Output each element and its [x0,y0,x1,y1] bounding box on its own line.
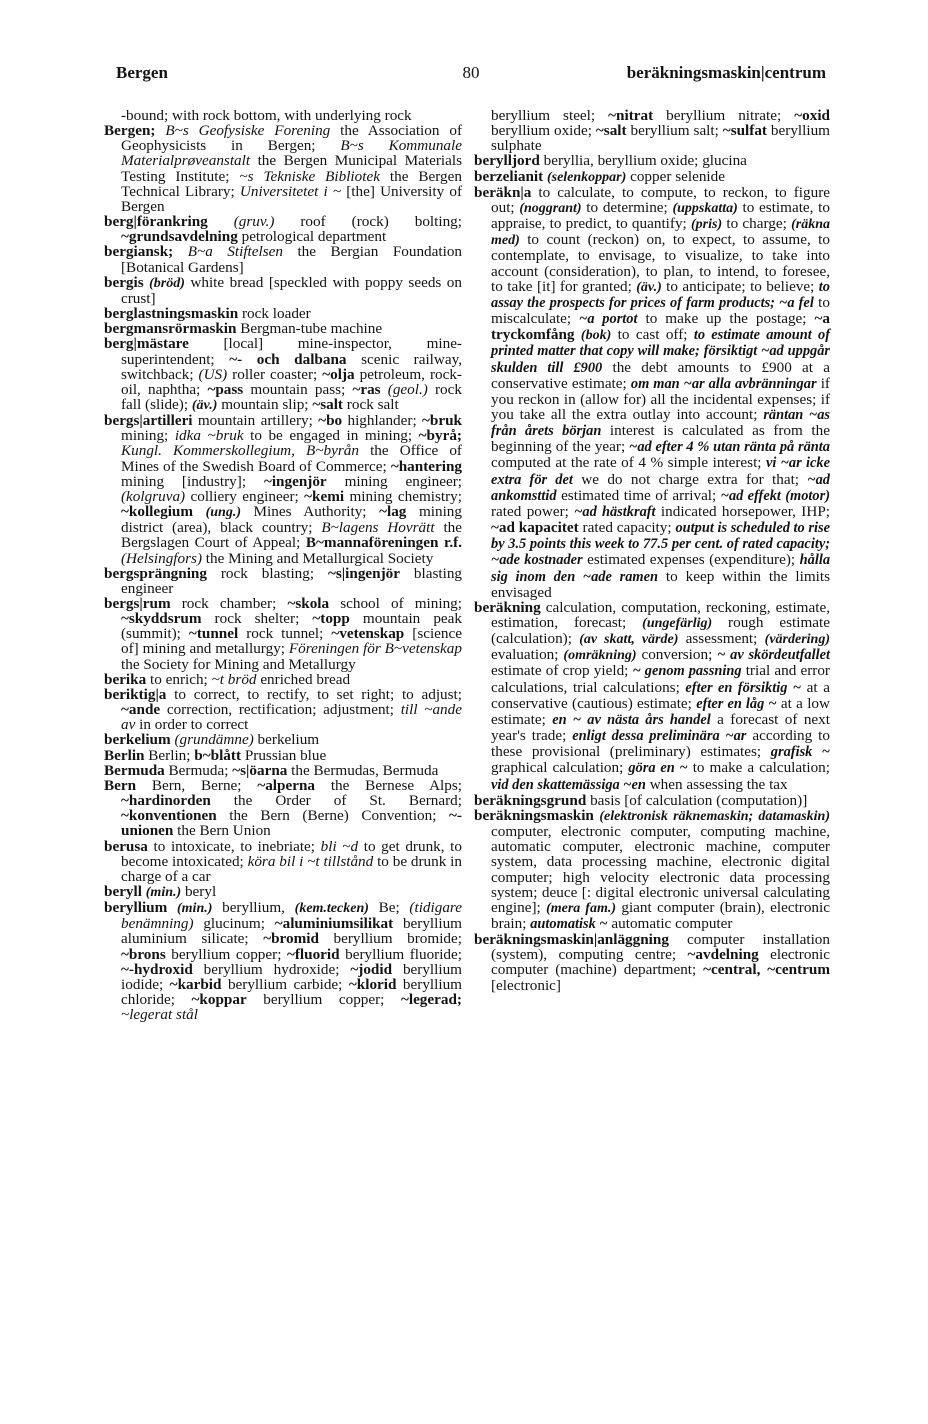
running-head [116,63,826,89]
definition-text: Bern, Berne; [136,776,258,794]
example-phrase: ~legerat stål [121,1006,198,1024]
definition-text: to estimate, to appraise, to predict, to quantify; [491,198,830,233]
example-phrase: (kolgruva) [121,487,186,505]
definition-text: [the] University of Bergen [121,182,462,215]
definition-text: Berlin; [144,746,195,764]
dictionary-entry [104,778,462,839]
headword: ~brons [121,945,166,963]
headword: beräkningsmaskin [474,806,594,824]
example-phrase: efter en försiktig ~ [685,679,802,696]
dictionary-entry [104,884,462,900]
dictionary-entry [104,672,462,687]
definition-text: [electronic] [491,976,561,994]
definition-text: giant computer (brain), electronic brain; [491,898,830,932]
headword: ~topp [312,610,350,628]
definition-text: assessment; [678,630,765,648]
headword: Bern [104,776,137,794]
example-phrase: vid den skattemässiga ~en [491,776,646,793]
definition-text: automatic computer [607,914,733,932]
dictionary-entry [104,336,462,413]
example-phrase: enligt dessa preliminära ~ar [572,728,747,745]
headword: b~blått [194,746,242,764]
definition-text: rough estimate (calculation); [491,614,830,648]
example-phrase: en ~ av nästa års handel [552,711,711,728]
definition-text: to keep within the limits envisaged [491,567,830,601]
definition-text: roller coaster; [227,365,323,383]
definition-text: roof (rock) bolting; [274,213,462,231]
definition-text: to make up the postage; [637,310,815,328]
usage-label: (bok) [580,328,612,344]
definition-text: rock salt [343,395,399,413]
definition-text: estimate of crop yield; [491,662,633,680]
usage-label: (ungefärlig) [642,616,713,631]
definition-text: the Mining and Metallurgical Society [202,549,434,567]
definition-text: at a conservative (cautious) estimate; [491,678,831,712]
dictionary-entry [104,566,462,596]
headword: berg|mästare [104,335,189,353]
example-phrase: ~ad effekt (motor) [720,487,830,504]
definition-text: copper selenide [626,167,725,185]
definition-text: beryllium steel; [491,107,609,124]
definition-text: to determine; [581,198,673,216]
dictionary-entry [104,306,462,321]
definition-text: the Society for Mining and Metallurgy [121,655,356,673]
example-phrase: ~s Tekniske Bibliotek [239,167,380,185]
headword: Bergen; [104,122,156,140]
usage-label: (kem.tecken) [294,901,369,917]
definition-text: to intoxicate, to inebriate; [147,837,321,855]
usage-label: (äv.) [636,279,662,295]
headword: ~nitrat [608,107,654,124]
definition-text: Be; [368,899,410,917]
usage-label: (räkna med) [491,217,830,249]
headword: ~oxid [794,107,830,124]
definition-text: beryl [181,882,217,900]
headword: ~bo [318,412,343,430]
definition-text: beryllium carbide; [221,975,349,993]
definition-text: interest is calculated as from the beginning of the year; [491,422,830,456]
usage-label: (omräkning) [563,648,637,664]
headword: ~kemi [304,487,345,505]
definition-text: beryllium copper; [165,945,287,963]
headword: ~grundsavdelning [121,228,238,246]
example-phrase: ~ genom passning [632,663,742,680]
headword: ~salt [312,395,343,413]
definition-text: petroleum, rock-oil, naphtha; [121,365,462,398]
dictionary-entry [104,900,462,1022]
right-guide-word: beräkningsmaskin|centrum [626,63,826,82]
definition-text: to be engaged in mining; [243,427,419,445]
definition-text: school of mining; [329,595,462,612]
definition-text: white bread [speckled with poppy seeds on crust] [121,273,462,307]
usage-label: (av skatt, värde) [579,632,679,648]
headword: beräkn|a [474,183,532,201]
headword: beryllium [104,899,168,917]
dictionary-entry [474,793,830,808]
definition-text: mining district (area), black country; [121,503,462,537]
right-column [474,108,830,993]
headword: ~bruk [422,412,462,430]
definition-text: Mines Authority; [241,503,380,521]
definition-text: mountain artillery; [192,412,319,430]
usage-label: (ung.) [205,505,241,521]
dictionary-entry [474,108,830,153]
definition-text: trial and error calculations, trial calculations; [491,662,830,696]
definition-text: beryllium hydroxide; [192,960,351,978]
definition-text: rated power; [491,502,575,520]
headword: beryll [104,882,142,900]
example-phrase: ~a portot [579,311,638,328]
definition-text: beryllium, [212,899,295,917]
definition-text: to correct, to rectify, to set right; to adjust; [166,685,462,703]
definition-text: beryllium chloride; [121,975,462,1009]
headword: ~klorid [348,975,397,993]
definition-text: the Bern Union [173,822,271,840]
definition-text: the Bern (Berne) Convention; [216,807,450,825]
definition-text: at a low estimate; [491,694,830,728]
definition-text: beryllium aluminium silicate; [121,915,462,948]
definition-text: beryllium oxide; [491,122,596,140]
definition-text: to charge; [722,215,792,233]
definition-text: scenic railway, switchback; [121,350,463,383]
headword: ~ande [121,701,161,719]
definition-text: according to these provisional (preliminary) estimates; [491,727,830,761]
example-phrase: idka ~bruk [174,427,244,445]
definition-text: rock shelter; [201,610,313,628]
headword: berkelium [104,731,171,749]
example-phrase: räntan ~as från årets början [491,406,830,440]
example-phrase: (Helsingfors) [121,549,202,567]
definition-text: to calculate, to compute, to reckon, to figure out; [491,183,830,216]
definition-text: beryllium bromide; [318,930,462,948]
headword: ~koppar [191,991,247,1009]
definition-text: rock fall (slide); [121,380,462,413]
headword: ~ingenjör [263,472,327,490]
dictionary-entry [474,169,830,185]
definition-text: to be drunk in charge of a car [121,852,462,885]
dictionary-entry [104,108,462,123]
headword: bergmansrörmaskin [104,320,237,338]
definition-text: a forecast of next year's trade; [491,710,830,745]
definition-text [193,503,206,520]
usage-label: (selenkoppar) [546,169,627,185]
headword: ~olja [322,365,355,383]
example-phrase: (tidigare benämning) [121,899,463,933]
definition-text: mining chemistry; [344,487,462,505]
definition-text: mining; [121,427,175,445]
headword: ~-unionen [121,807,462,840]
example-phrase: till ~ande av [121,701,462,734]
headword: ~central, ~centrum [703,961,830,979]
headword: ~lag [379,503,407,521]
example-phrase: ~ av skördeutfallet [717,647,831,664]
example-phrase: ~ad efter 4 % utan ränta på ränta [629,439,830,456]
headword: ~byrå; [418,427,462,445]
definition-text: electronic computer (machine) department; [491,946,830,979]
definition-text: basis [of calculation (computation)] [586,791,808,809]
example-phrase: to estimate amount of printed matter that copy will make; försiktigt ~ad uppgår skulden till £900 [491,327,830,376]
left-guide-word: Bergen [116,63,168,82]
dictionary-entry [474,932,830,993]
definition-text: to count (reckon) on, to expect, to assume, to contemplate, to envisage, to visualize, to take into account (consideration), to plan, to intend, to foresee, to take [it] for granted; [491,231,830,295]
definition-text: in order to correct [135,716,249,734]
definition-text: mountain pass; [243,380,353,398]
definition-text: petrological department [237,228,387,246]
example-phrase: om man ~ar alla avbränningar [630,375,817,392]
usage-label: (mera fam.) [546,900,617,916]
headword: ~konventionen [121,807,217,825]
headword: Berlin [104,746,145,764]
definition-text: to make a calculation; [687,759,830,777]
headword: ~kollegium [121,503,194,521]
dictionary-entry [104,214,462,244]
definition-text: beryllium fluoride; [339,945,462,963]
headword: ~pass [207,380,244,398]
usage-label: (värdering) [764,632,830,648]
example-phrase: göra en ~ [628,760,688,777]
definition-text: to anticipate; to believe; [661,277,819,295]
definition-text: we do not charge extra for that; [572,470,808,488]
example-phrase: B~s Kommunale Materialprøveanstalt [121,137,462,170]
usage-label: (pris) [691,217,723,233]
definition-text: Bermuda; [164,761,233,779]
headword: ~legerad; [400,991,462,1009]
headword: berika [104,670,147,688]
page-number: 80 [462,63,480,82]
headword: Bermuda [104,761,165,779]
dictionary-entry [474,600,830,793]
definition-text: the debt amounts to £900 at a conservative estimate; [491,358,830,392]
example-phrase: ~t bröd [211,670,257,688]
definition-text: mountain slip; [217,395,313,413]
definition-text: indicated horsepower, IHP; [655,502,830,520]
definition-text: to enrich; [146,670,212,688]
headword: ~sulfat [722,122,767,140]
usage-label: (bröd) [149,275,185,291]
example-phrase: (US) [198,365,228,383]
headword: beräkningsmaskin|anläggning [474,931,669,949]
usage-label: (min.) [145,884,182,900]
definition-text: Bergman-tube machine [236,320,383,338]
headword: ~ras [352,380,381,398]
dictionary-entry [104,839,462,884]
dictionary-entry [474,185,830,600]
example-phrase: (geol.) [387,380,428,398]
dictionary-entry [474,808,830,932]
definition-text: highlander; [342,412,422,430]
dictionary-entry [104,123,462,214]
dictionary-entry [104,275,462,306]
definition-text: correction, rectification; adjustment; [160,701,401,719]
definition-text: the Bermudas, Bermuda [287,761,439,779]
headword: beräkningsgrund [474,791,587,809]
headword: bergs|rum [104,595,171,612]
usage-label: (äv.) [191,397,218,413]
definition-text: the Bergen Technical Library; [121,167,462,200]
headword: berusa [104,837,148,855]
headword: bergiansk; [104,243,174,261]
definition-text: beryllium sulphate [491,122,830,155]
usage-label: (min.) [177,901,213,917]
definition-text: beryllia, beryllium oxide; glucina [539,152,747,170]
headword: berglastningsmaskin [104,305,239,323]
definition-text: computed at the rate of 4 % simple interest; [491,454,767,472]
headword: ~- och dalbana [229,350,347,368]
headword: beriktig|a [104,685,167,703]
example-phrase: Universitetet i ~ [239,182,342,200]
definition-text: rock blasting; [206,564,328,582]
definition-text: the Office of Mines of the Swedish Board of Commerce; [121,442,462,475]
definition-text: Prussian blue [241,746,327,764]
example-phrase: (grundämne) [174,731,254,749]
definition-text: [science of] mining and metallurgy; [121,625,463,658]
headword: ~skyddsrum [121,610,202,628]
headword: ~ad kapacitet [491,519,579,537]
definition-text: computer, electronic computer, computing machine, automatic computer, electronic machine, computer system, data processing machine, electronic digital computer; high velocity electronic data processing system; deuce [: digital electronic universal calculating engine]; [491,823,830,916]
headword: ~-hydroxid [121,960,193,978]
headword: beräkning [474,598,541,616]
dictionary-entry [474,153,830,168]
example-phrase: ~ad ankomsttid [491,471,830,504]
example-phrase: B~s Geofysiske Forening [165,122,331,140]
left-column [104,108,462,1022]
definition-text: rock tunnel; [238,625,332,643]
definition-text: the Bergslagen Court of Appeal; [121,519,462,552]
headword: berylljord [474,152,540,170]
headword: ~s|öarna [232,761,288,779]
definition-text: to miscalculate; [491,293,830,328]
example-phrase: ~ad hästkraft [574,503,656,520]
definition-text: the Association of Geophysicists in Bergen; [121,122,462,155]
example-phrase: vi ~ar icke extra för det [491,455,830,488]
headword: ~jodid [350,960,393,978]
dictionary-entry [104,687,462,732]
example-phrase: (gruv.) [233,213,275,231]
headword: ~fluorid [286,945,340,963]
headword: berzelianit [474,167,544,185]
definition-text: [local] mine-inspector, mine-superintendent; [121,335,462,368]
definition-text: calculation, computation, reckoning, estimate, estimation, forecast; [491,598,830,631]
definition-text: to get drunk, to become intoxicated; [121,837,462,870]
dictionary-entry [104,413,462,566]
headword: ~s|ingenjör [328,564,400,582]
definition-text: rock loader [238,305,311,323]
definition-text: beryllium nitrate; [653,107,795,124]
definition-text [167,899,177,916]
definition-text: beryllium copper; [246,991,401,1009]
definition-text: estimated time of arrival; [556,486,721,504]
example-phrase: to assay the prospects for prices of farm products; ~a fel [491,278,830,311]
headword: ~avdelning [687,946,759,964]
headword: ~vetenskap [331,625,405,643]
definition-text: computer installation (system), computing centre; [491,931,830,964]
example-phrase: B~lagens Hovrätt [321,519,435,537]
headword: ~skola [287,595,330,612]
definition-text: estimated expenses (expenditure); [582,551,800,569]
headword: bergs|artilleri [104,412,193,430]
usage-label: (elektronisk räknemaskin; datamaskin) [599,808,830,824]
definition-text: colliery engineer; [185,487,305,505]
definition-text: evaluation; [491,646,564,664]
headword: ~hantering [390,457,462,475]
example-phrase: Kungl. Kommerskollegium, B~byrån [121,442,359,460]
example-phrase: output is scheduled to rise by 3.5 points this week to 77.5 per cent. of rated capacity; ~ade kostnader [491,520,830,569]
example-phrase: automatisk ~ [530,915,608,932]
headword: ~karbid [169,975,222,993]
definition-text: blasting engineer [121,564,463,597]
definition-text: to cast off; [611,326,694,344]
example-phrase: Föreningen för B~vetenskap [288,640,462,658]
definition-text: the Bergian Foundation [Botanical Gardens] [121,243,463,276]
definition-text: mountain peak (summit); [121,610,462,643]
example-phrase: B~a Stiftelsen [187,243,283,261]
headword: ~bromid [263,930,319,948]
definition-text: rated capacity; [578,519,676,537]
dictionary-entry [104,763,462,778]
headword: ~alperna [257,776,315,794]
definition-text: the Bergen Municipal Materials Testing Institute; [121,152,462,185]
definition-text: mining [industry]; [121,472,264,490]
definition-text: berkelium [253,731,320,749]
headword: ~salt [595,122,627,140]
example-phrase: köra bil i ~t tillstånd [247,852,374,870]
definition-text: when assessing the tax [645,775,788,793]
definition-text: mining engineer; [326,472,462,490]
definition-text: graphical calculation; [491,759,629,777]
definition-text: rock chamber; [170,595,288,612]
headword: berg|förankring [104,213,208,231]
headword: ~aluminiumsilikat [274,915,394,933]
headword: bergsprängning [104,564,207,582]
dictionary-entry [104,596,462,672]
example-phrase: hålla sig inom den ~ade ramen [491,552,831,585]
definition-text: beryllium salt; [626,122,723,140]
headword: ~a tryckomfång [491,310,830,344]
headword: ~hardinorden [121,792,211,810]
definition-text: -bound; with rock bottom, with underlying rock [121,107,412,124]
example-phrase: bli ~d [320,837,359,855]
definition-text: glucinum; [193,915,275,933]
usage-label: (uppskatta) [672,200,738,216]
definition-text: the Bernese Alps; [315,776,462,794]
definition-text: if you reckon in (allow for) all the incidental expenses; if you take all the extra outlay into account; [491,374,830,423]
dictionary-entry [104,321,462,336]
example-phrase: efter en låg ~ [696,695,777,712]
definition-text: beryllium iodide; [121,960,462,993]
dictionary-entry [104,244,462,274]
headword: B~mannaföreningen r.f. [305,534,463,552]
headword: ~tunnel [188,625,239,643]
dictionary-entry [104,732,462,747]
definition-text: conversion; [636,646,718,664]
example-phrase: grafisk ~ [770,744,830,761]
definition-text: enriched bread [256,670,351,688]
headword: bergis [104,273,144,291]
usage-label: (noggrant) [519,200,582,216]
definition-text: the Order of St. Bernard; [210,792,462,810]
dictionary-entry [104,748,462,763]
